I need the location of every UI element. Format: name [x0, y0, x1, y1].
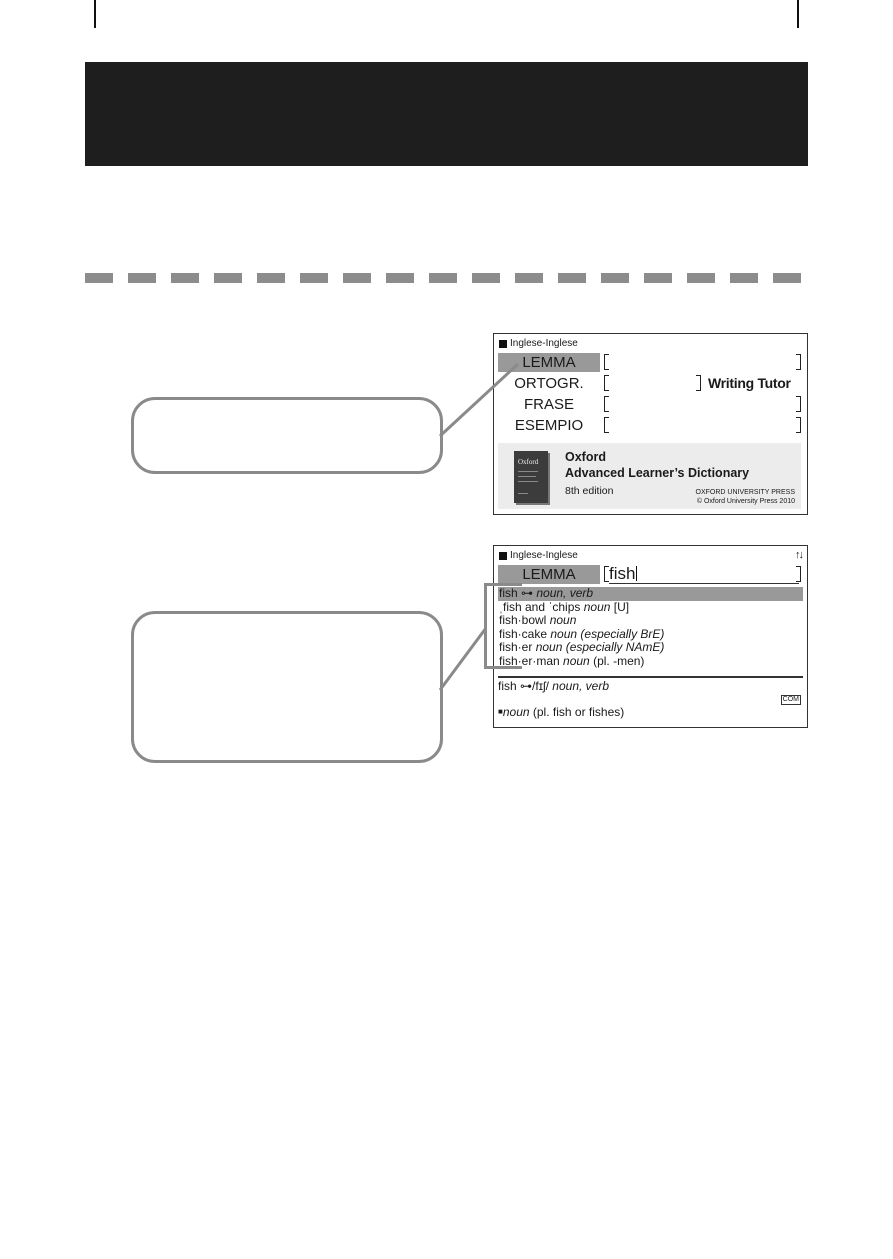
entry-extra: [U] [610, 599, 630, 614]
dictionary-name: Inglese-Inglese [510, 550, 578, 561]
copyright-text: © Oxford University Press 2010 [696, 498, 795, 505]
connector-line-2 [440, 628, 486, 690]
sense-rest: (pl. fish or fishes) [529, 705, 625, 719]
entry-word: fish [499, 586, 518, 600]
entry-pos: noun (especially NAmE) [535, 640, 665, 654]
sort-arrows-icon[interactable]: ↑↓ [795, 549, 802, 561]
sense-pos: noun [502, 705, 530, 719]
preview-pos: noun, verb [552, 679, 610, 693]
dictionary-title-line1: Oxford [565, 450, 606, 464]
publisher-name: OXFORD UNIVERSITY PRESS [695, 489, 795, 496]
edition-label: 8th edition [565, 485, 614, 497]
entry-pos: noun [563, 653, 590, 668]
field-label-ortogr: ORTOGR. [514, 375, 584, 392]
key-icon: ⊶ [517, 586, 537, 600]
entry-word: fish·er·man [499, 653, 560, 668]
bullet-icon: ■ [498, 707, 503, 716]
com-badge: COM [782, 696, 799, 703]
entry-word: fish·er [499, 640, 533, 654]
entry-pos: noun [549, 613, 577, 627]
dictionary-title-line2: Advanced Learner’s Dictionary [565, 466, 750, 480]
entry-word: fish·cake [499, 626, 548, 641]
book-cover-title: Oxford [518, 458, 539, 466]
field-label-esempio: ESEMPIO [514, 417, 584, 434]
entry-extra: (pl. -men) [589, 653, 645, 668]
field-label-lemma: LEMMA [498, 565, 600, 584]
connector-line-1 [440, 364, 518, 436]
writing-tutor-label: Writing Tutor [708, 375, 791, 391]
preview-word: fish [498, 679, 517, 693]
entry-word: fish·bowl [499, 613, 547, 627]
field-label-lemma: LEMMA [498, 353, 600, 372]
preview-pronunciation: ⊶/fɪʃ/ [516, 679, 553, 693]
entry-pos: noun [583, 599, 611, 614]
entry-word: ˌfish and ˈchips [499, 599, 581, 614]
dictionary-name: Inglese-Inglese [510, 338, 578, 349]
entry-pos: noun (especially BrE) [550, 626, 665, 641]
lemma-input-value: fish [609, 564, 636, 583]
field-label-frase: FRASE [523, 396, 574, 413]
entry-pos: noun, verb [536, 586, 594, 600]
